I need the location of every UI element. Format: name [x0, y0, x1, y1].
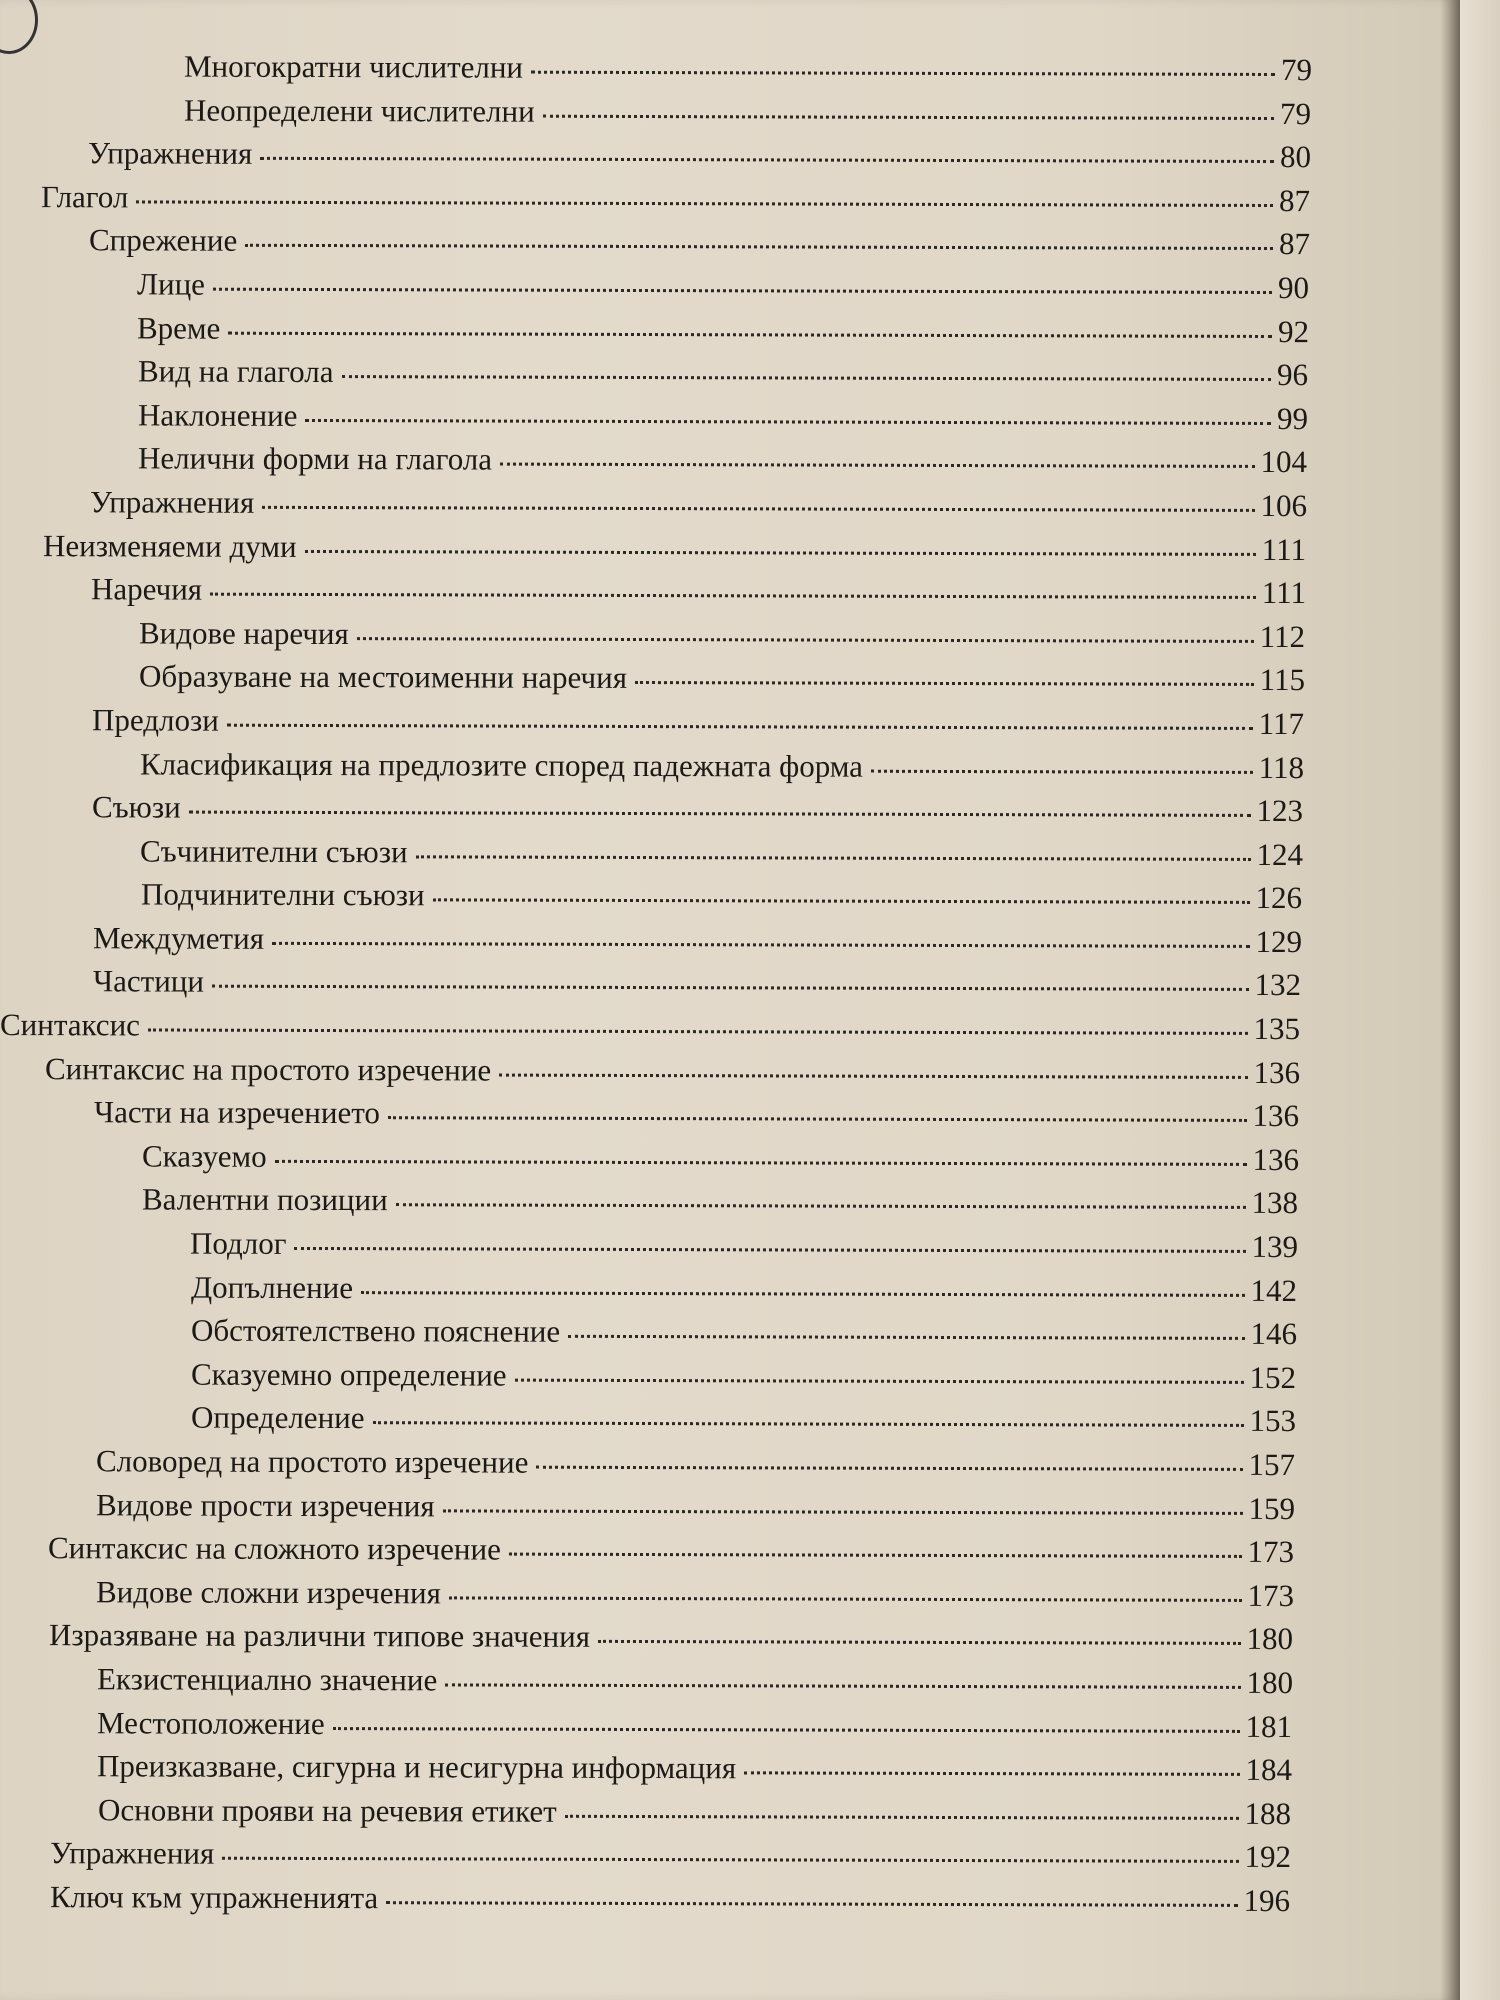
dot-leader	[361, 1291, 1244, 1297]
toc-entry	[0, 1312, 1460, 1360]
dot-leader	[744, 1771, 1239, 1776]
toc-entry	[0, 1748, 1460, 1796]
toc-entry-page-number: 115	[1259, 662, 1306, 698]
toc-entry-page-number: 111	[1261, 531, 1307, 567]
toc-entry-title: Глагол	[40, 178, 129, 215]
toc-entry-title: Местоположение	[96, 1704, 325, 1741]
toc-entry	[0, 876, 1460, 924]
toc-entry	[0, 1181, 1460, 1229]
toc-entry-title: Видове прости изречения	[95, 1486, 435, 1523]
toc-entry	[0, 179, 1460, 227]
toc-entry-page-number: 126	[1255, 880, 1303, 916]
dot-leader	[499, 1073, 1247, 1078]
toc-entry	[0, 1138, 1460, 1186]
toc-entry-page-number: 96	[1276, 357, 1309, 393]
toc-entry-title: Нелични форми на глагола	[137, 440, 493, 477]
toc-entry-title: Образуване на местоименни наречия	[138, 658, 628, 696]
dot-leader	[210, 593, 1256, 599]
toc-entry-page-number: 136	[1252, 1141, 1300, 1177]
toc-entry	[0, 615, 1460, 663]
dot-leader	[305, 549, 1256, 555]
toc-entry-title: Видове наречия	[138, 615, 349, 651]
dot-leader	[536, 1466, 1242, 1471]
toc-entry-page-number: 92	[1277, 313, 1310, 349]
toc-entry-page-number: 87	[1278, 226, 1311, 262]
toc-entry	[0, 1792, 1460, 1840]
dot-leader	[433, 899, 1250, 905]
dot-leader	[635, 681, 1254, 686]
toc-entry-page-number: 159	[1248, 1490, 1296, 1526]
toc-entry-page-number: 184	[1245, 1752, 1293, 1788]
toc-entry	[0, 746, 1460, 794]
toc-entry-title: Изразяване на различни типове значения	[48, 1617, 591, 1655]
toc-entry	[0, 1705, 1460, 1753]
dot-leader	[509, 1553, 1242, 1558]
toc-entry	[0, 1443, 1460, 1491]
dot-leader	[543, 114, 1274, 119]
toc-entry-page-number: 181	[1245, 1708, 1293, 1744]
toc-entry-title: Частици	[92, 963, 205, 1000]
toc-entry	[0, 1007, 1460, 1055]
toc-entry-title: Видове сложни изречения	[95, 1574, 441, 1611]
toc-entry	[0, 135, 1460, 183]
toc-entry-title: Обстоятелствено пояснение	[190, 1312, 561, 1349]
toc-entry-page-number: 180	[1246, 1621, 1294, 1657]
toc-entry-page-number: 106	[1260, 487, 1308, 524]
toc-entry	[0, 920, 1460, 968]
toc-entry-title: Упражнения	[49, 1835, 215, 1872]
toc-entry-page-number: 135	[1253, 1011, 1301, 1047]
toc-entry-page-number: 79	[1279, 95, 1312, 131]
dot-leader	[388, 1116, 1247, 1122]
toc-entry-title: Валентни позиции	[141, 1181, 388, 1218]
dot-leader	[871, 769, 1253, 773]
toc-entry-title: Синтаксис на сложното изречение	[47, 1530, 501, 1567]
dot-leader	[272, 942, 1250, 948]
pen-mark	[0, 0, 38, 54]
toc-entry	[0, 658, 1460, 706]
dot-leader	[531, 71, 1275, 76]
toc-entry-page-number: 152	[1249, 1359, 1297, 1395]
dot-leader	[213, 288, 1272, 294]
dot-leader	[260, 157, 1274, 163]
dot-leader	[598, 1640, 1240, 1645]
toc-entry-page-number: 132	[1254, 967, 1302, 1003]
toc-entry-title: Словоред на простото изречение	[95, 1443, 529, 1480]
toc-entry-page-number: 142	[1250, 1272, 1298, 1308]
toc-entry	[0, 1225, 1460, 1273]
toc-entry-title: Определение	[190, 1400, 365, 1436]
toc-entry-page-number: 117	[1258, 705, 1305, 742]
toc-entry-page-number: 157	[1248, 1446, 1296, 1483]
toc-entry	[0, 92, 1460, 140]
toc-entry	[0, 310, 1460, 358]
toc-entry	[0, 528, 1460, 576]
toc-entry-title: Основни прояви на речевия етикет	[97, 1792, 557, 1829]
toc-entry-page-number: 104	[1260, 444, 1308, 480]
background-surface	[1460, 0, 1500, 2000]
dot-leader	[386, 1901, 1237, 1907]
toc-entry-page-number: 173	[1247, 1534, 1295, 1570]
dot-leader	[294, 1247, 1245, 1253]
toc-entry-page-number: 99	[1276, 400, 1309, 436]
toc-entry-page-number: 146	[1250, 1316, 1298, 1352]
toc-entry-page-number: 136	[1253, 1054, 1301, 1090]
toc-entry-page-number: 139	[1251, 1228, 1299, 1265]
toc-entry-title: Ключ към упражненията	[49, 1879, 379, 1916]
toc-entry-title: Упражнения	[87, 135, 253, 171]
toc-entry-title: Лице	[136, 266, 206, 302]
toc-entry-title: Допълнение	[190, 1269, 354, 1305]
toc-entry-title: Междуметия	[92, 920, 265, 956]
toc-entry-page-number: 136	[1252, 1098, 1300, 1134]
toc-entry-page-number: 196	[1243, 1882, 1291, 1918]
page-edge-shadow	[1440, 0, 1460, 2000]
dot-leader	[222, 1857, 1238, 1863]
dot-leader	[445, 1683, 1240, 1688]
toc-entry	[0, 702, 1460, 750]
dot-leader	[333, 1727, 1240, 1733]
dot-leader	[416, 855, 1251, 861]
toc-entry-title: Предлози	[91, 702, 219, 738]
toc-entry-title: Преизказване, сигурна и несигурна информация	[96, 1748, 737, 1786]
toc-entry-title: Екзистенциално значение	[96, 1661, 438, 1698]
dot-leader	[515, 1378, 1244, 1383]
dot-leader	[342, 375, 1271, 381]
toc-entry	[0, 48, 1460, 96]
dot-leader	[305, 419, 1271, 425]
dot-leader	[443, 1509, 1243, 1515]
dot-leader	[357, 637, 1254, 643]
dot-leader	[245, 244, 1273, 250]
toc-entry-page-number: 79	[1280, 52, 1313, 88]
toc-entry-title: Неизменяеми думи	[42, 527, 297, 564]
toc-entry-title: Вид на глагола	[137, 353, 334, 390]
toc-entry-title: Синтаксис на простото изречение	[44, 1050, 492, 1088]
toc-entry-page-number: 111	[1261, 575, 1307, 611]
toc-entry-page-number: 188	[1244, 1795, 1292, 1831]
toc-entry-page-number: 118	[1258, 749, 1305, 785]
dot-leader	[148, 1029, 1248, 1035]
toc-entry-title: Синтаксис	[0, 1007, 141, 1043]
dot-leader	[396, 1204, 1246, 1210]
toc-entry	[0, 1661, 1460, 1709]
dot-leader	[449, 1596, 1242, 1601]
toc-entry	[0, 1879, 1460, 1927]
toc-entry-page-number: 87	[1278, 182, 1311, 218]
toc-entry-page-number: 138	[1251, 1185, 1299, 1221]
toc-entry	[0, 353, 1460, 401]
toc-entry	[0, 1269, 1460, 1317]
toc-entry-title: Съюзи	[91, 789, 181, 825]
toc-entry-page-number: 124	[1256, 836, 1304, 872]
toc-entry-title: Сказуемно определение	[190, 1356, 507, 1393]
dot-leader	[373, 1422, 1244, 1428]
toc-entry-title: Части на изречението	[93, 1094, 380, 1131]
toc-entry-page-number: 153	[1249, 1403, 1297, 1439]
toc-entry	[0, 1356, 1460, 1404]
toc-entry-title: Упражнения	[89, 484, 255, 520]
toc-entry-page-number: 80	[1279, 139, 1312, 175]
toc-entry	[0, 1487, 1460, 1535]
toc-entry	[0, 1094, 1460, 1142]
toc-entry	[0, 1530, 1460, 1578]
toc-entry-page-number: 112	[1259, 618, 1306, 654]
dot-leader	[568, 1335, 1244, 1340]
toc-entry	[0, 397, 1460, 445]
dot-leader	[262, 506, 1254, 512]
toc-entry	[0, 571, 1460, 619]
table-of-contents	[0, 48, 1460, 1923]
toc-entry-page-number: 129	[1255, 923, 1303, 959]
toc-entry-title: Наклонение	[137, 397, 298, 433]
toc-entry-title: Спрежение	[88, 222, 238, 259]
toc-entry	[0, 963, 1460, 1011]
toc-entry-page-number: 123	[1256, 793, 1304, 829]
toc-entry-title: Време	[136, 309, 221, 346]
toc-entry-title: Неопределени числителни	[183, 92, 535, 129]
toc-entry	[0, 1574, 1460, 1622]
dot-leader	[500, 463, 1254, 468]
toc-entry-title: Многократни числителни	[183, 48, 524, 85]
toc-entry	[0, 789, 1460, 837]
toc-entry-page-number: 90	[1277, 269, 1310, 306]
toc-entry	[0, 1051, 1460, 1099]
toc-entry	[0, 222, 1460, 270]
toc-entry	[0, 266, 1460, 314]
toc-entry	[0, 833, 1460, 881]
dot-leader	[136, 200, 1273, 207]
toc-entry-title: Класификация на предлозите според падежната форма	[139, 745, 864, 784]
toc-entry-title: Съчинителни съюзи	[139, 833, 408, 869]
toc-entry	[0, 1399, 1460, 1447]
toc-entry-page-number: 173	[1247, 1577, 1295, 1613]
dot-leader	[228, 331, 1272, 337]
toc-entry-page-number: 192	[1244, 1839, 1292, 1875]
toc-entry	[0, 1617, 1460, 1665]
toc-entry	[0, 440, 1460, 488]
toc-entry-title: Сказуемо	[141, 1138, 267, 1174]
toc-entry	[0, 484, 1460, 532]
dot-leader	[275, 1160, 1247, 1166]
toc-entry-page-number: 180	[1246, 1664, 1294, 1701]
toc-entry	[0, 1835, 1460, 1883]
dot-leader	[212, 985, 1249, 991]
toc-entry-title: Подлог	[189, 1225, 287, 1261]
dot-leader	[189, 811, 1251, 817]
toc-entry-title: Подчинителни съюзи	[140, 876, 425, 913]
toc-entry-title: Наречия	[90, 571, 203, 607]
dot-leader	[565, 1815, 1239, 1820]
dot-leader	[227, 724, 1253, 730]
